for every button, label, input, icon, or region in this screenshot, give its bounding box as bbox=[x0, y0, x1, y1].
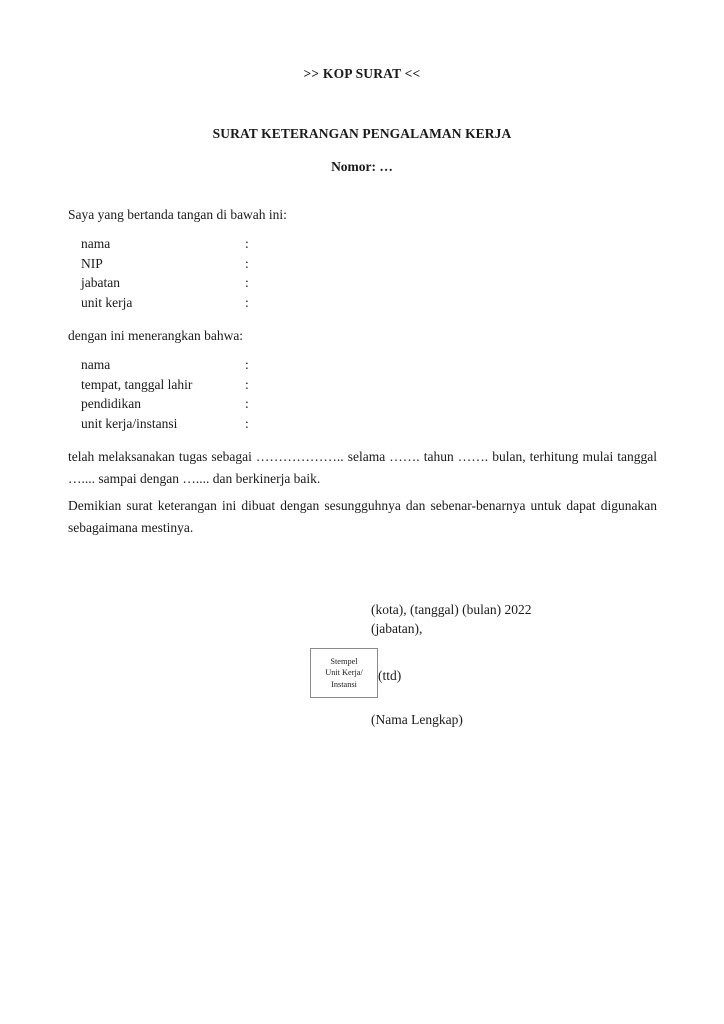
field-row bbox=[81, 355, 259, 375]
field-label: nama bbox=[81, 236, 111, 251]
field-colon: : bbox=[245, 415, 249, 431]
field-label: nama bbox=[81, 357, 111, 372]
stamp-line-1: Stempel bbox=[330, 656, 358, 666]
field-label: jabatan bbox=[81, 275, 120, 291]
subject-field-list bbox=[81, 355, 259, 433]
field-label: pendidikan bbox=[81, 396, 141, 412]
paragraph-duty: telah melaksanakan tugas sebagai ……………….. selama ……. tahun ……. bulan, terhitung mulai tanggal ….... sampai dengan ….... dan berkinerja baik. bbox=[68, 449, 657, 486]
field-row bbox=[81, 414, 259, 434]
field-colon: : bbox=[245, 255, 249, 271]
signature-ttd-placeholder: (ttd) bbox=[378, 668, 402, 683]
field-row bbox=[81, 273, 259, 293]
intro-signer-text: Saya yang bertanda tangan di bawah ini: bbox=[68, 207, 287, 222]
field-colon: : bbox=[245, 294, 249, 310]
field-colon: : bbox=[245, 357, 249, 372]
field-colon: : bbox=[245, 396, 249, 412]
field-row bbox=[81, 254, 259, 274]
field-colon: : bbox=[245, 376, 249, 392]
intro-subject-text: dengan ini menerangkan bahwa: bbox=[68, 328, 244, 343]
stamp-placeholder-box bbox=[310, 648, 378, 698]
stamp-line-3: Instansi bbox=[331, 679, 357, 689]
field-row bbox=[81, 293, 259, 313]
signature-full-name: (Nama Lengkap) bbox=[371, 712, 463, 727]
stamp-line-2: Unit Kerja/ bbox=[325, 668, 363, 678]
signature-position: (jabatan), bbox=[371, 621, 423, 636]
field-colon: : bbox=[245, 275, 249, 291]
field-label: unit kerja/instansi bbox=[81, 415, 178, 431]
letterhead-placeholder: >> KOP SURAT << bbox=[303, 66, 421, 81]
field-row bbox=[81, 234, 259, 254]
field-label: NIP bbox=[81, 255, 103, 271]
signature-place-date: (kota), (tanggal) (bulan) 2022 bbox=[371, 602, 532, 617]
field-label: tempat, tanggal lahir bbox=[81, 376, 193, 392]
field-row bbox=[81, 394, 259, 414]
field-row bbox=[81, 375, 259, 395]
field-colon: : bbox=[245, 236, 249, 251]
document-title: SURAT KETERANGAN PENGALAMAN KERJA bbox=[212, 126, 512, 141]
document-number: Nomor: … bbox=[331, 159, 393, 174]
paragraph-closing: Demikian surat keterangan ini dibuat dengan sesungguhnya dan sebenar-benarnya untuk dapat digunakan sebagaimana mestinya. bbox=[68, 498, 657, 535]
field-label: unit kerja bbox=[81, 294, 133, 310]
signer-field-list bbox=[81, 234, 259, 312]
